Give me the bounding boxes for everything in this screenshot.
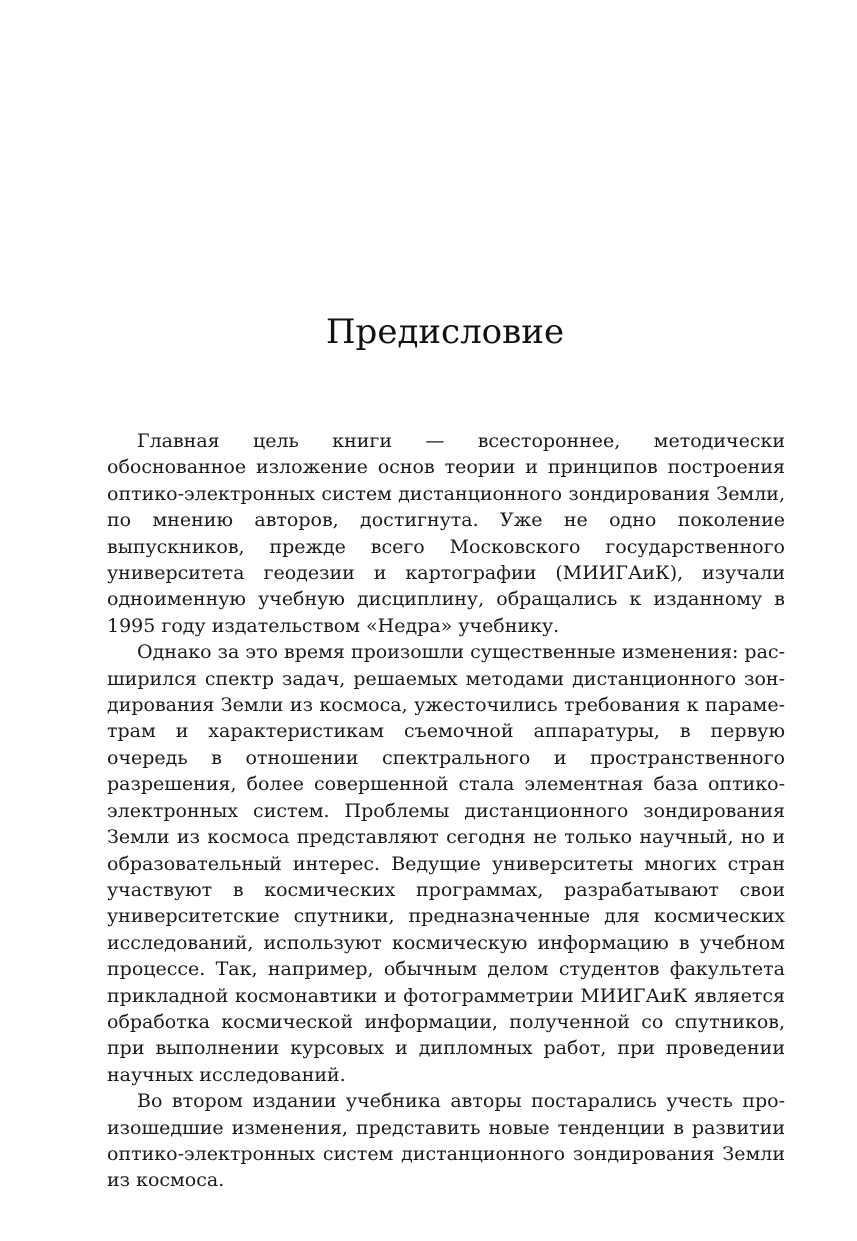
- paragraph: Во втором издании учебника авторы постарались учесть произошедшие изменения, представить новые тенденции в развитии оптико-электронных систем дистанционного зондирования Земли из космоса.: [107, 1090, 785, 1192]
- paragraph: Главная цель книги — всестороннее, методически обоснованное изложение основ теории и принципов построения оптико-электронных систем дистанционного зондирования Земли, по мнению авторов, достигнута. Уже не одно поколение выпускников, прежде всего Московского государственного университета геодезии и картографии (МИИГАиК), изучали одноименную учебную дисциплину, обращались к изданному в 1995 году издательством «Недра» учебнику.: [107, 430, 785, 637]
- body-text: [107, 428, 785, 1194]
- paragraph: Однако за это время произошли существенные изменения: расширился спектр задач, решаемых методами дистанционного зондирования Земли из космоса, ужесточились требования к параметрам и характеристикам съемочной аппаратуры, в первую очередь в отношении спектрального и пространственного разрешения, более совершенной стала элементная база оптико-электронных систем. Проблемы дистанционного зондирования Земли из космоса представляют сегодня не только научный, но и образовательный интерес. Ведущие университеты многих стран участвуют в космических программах, разрабатывают свои университетские спутники, предназначенные для космических исследований, используют космическую информацию в учебном процессе. Так, например, обычным делом студентов факультета прикладной космонавтики и фотограмметрии МИИГАиК является обработка космической информации, полученной со спутников, при выполнении курсовых и дипломных работ, при проведении научных исследований.: [107, 641, 785, 1086]
- page-title: Предисловие: [325, 312, 565, 352]
